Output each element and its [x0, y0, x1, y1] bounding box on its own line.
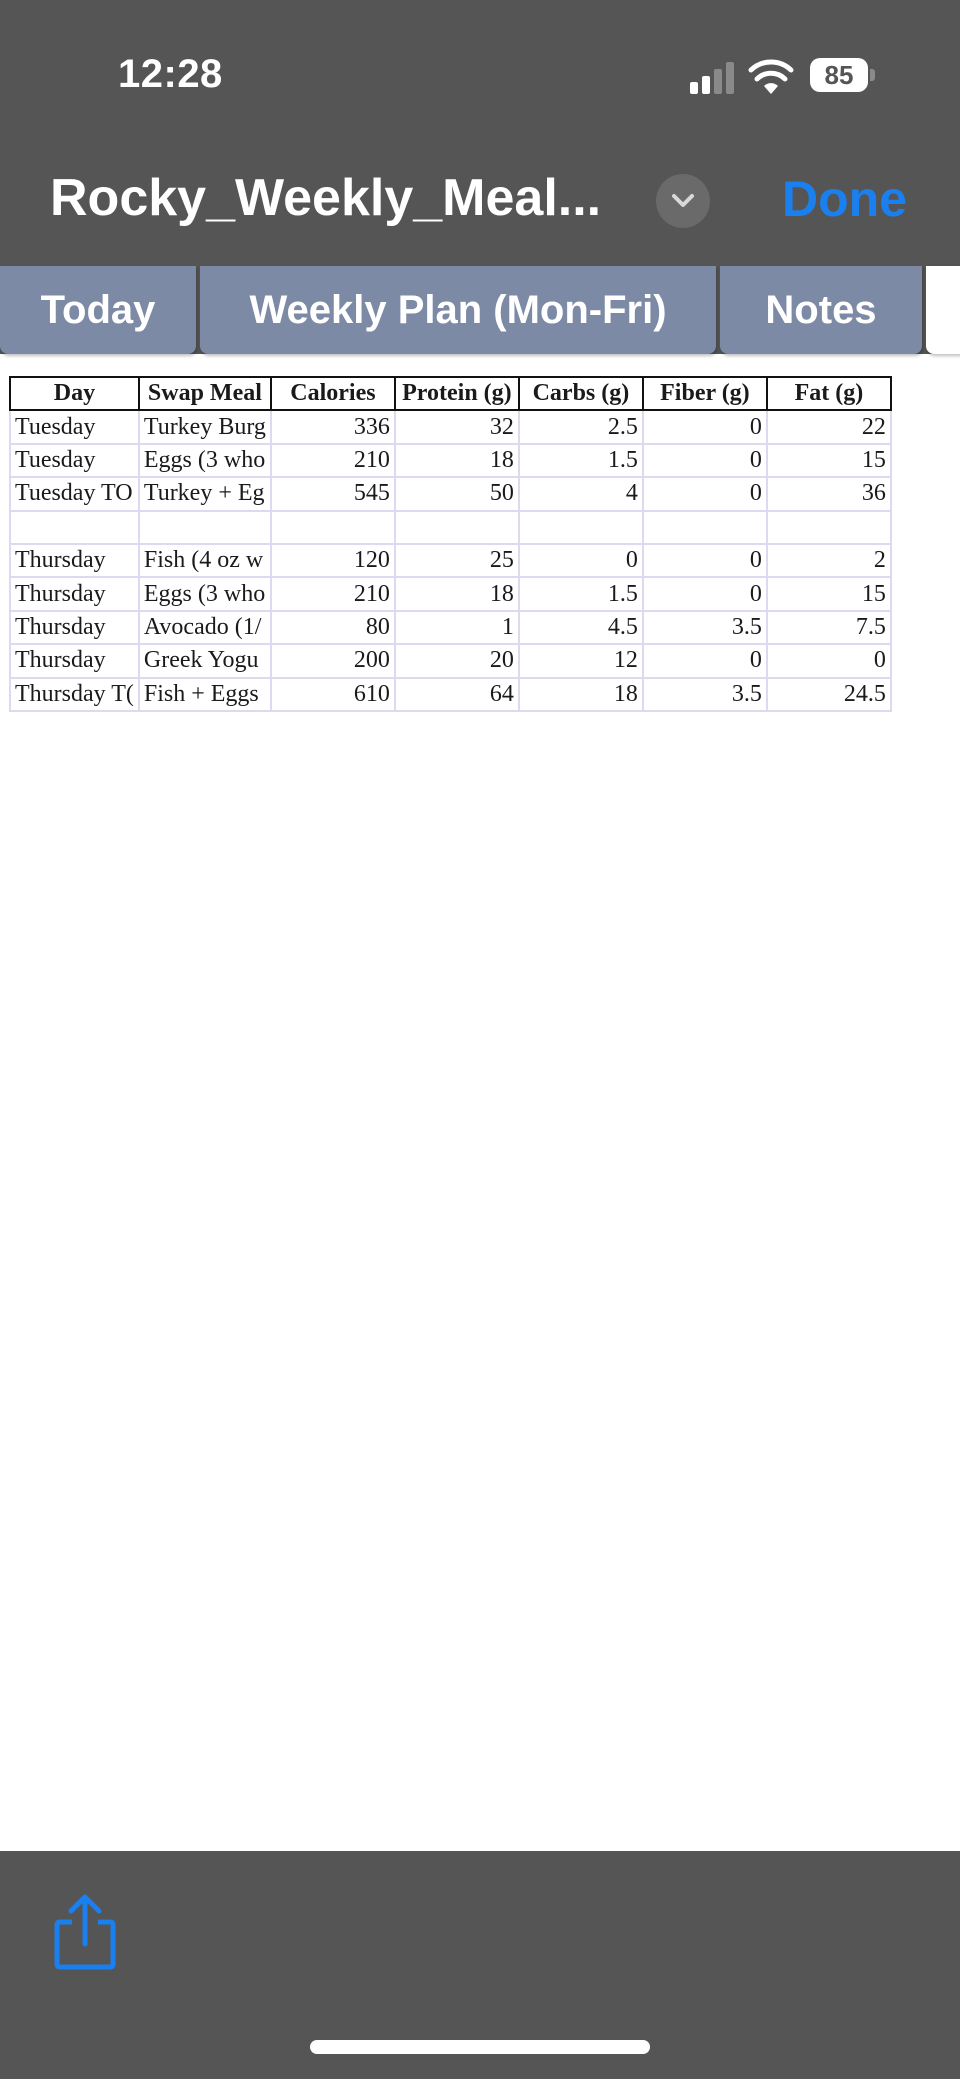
- table-cell[interactable]: 24.5: [767, 678, 891, 711]
- home-indicator: [310, 2040, 650, 2054]
- column-header-fiber[interactable]: Fiber (g): [643, 377, 767, 410]
- table-cell[interactable]: 0: [643, 410, 767, 443]
- table-cell[interactable]: Greek Yogu: [139, 644, 271, 677]
- table-cell[interactable]: 210: [271, 444, 395, 477]
- table-cell[interactable]: Tuesday: [10, 444, 139, 477]
- table-row: [10, 577, 891, 610]
- table-cell[interactable]: [271, 511, 395, 544]
- table-cell[interactable]: Avocado (1/: [139, 611, 271, 644]
- table-cell[interactable]: 50: [395, 477, 519, 510]
- table-cell[interactable]: 25: [395, 544, 519, 577]
- table-cell[interactable]: 64: [395, 678, 519, 711]
- table-cell[interactable]: 7.5: [767, 611, 891, 644]
- cellular-signal-icon: [690, 62, 734, 94]
- tab-weekly-plan[interactable]: Weekly Plan (Mon-Fri): [200, 266, 716, 354]
- table-cell[interactable]: [643, 511, 767, 544]
- table-cell[interactable]: 1.5: [519, 444, 643, 477]
- table-cell[interactable]: [395, 511, 519, 544]
- table-cell[interactable]: Tuesday TO: [10, 477, 139, 510]
- table-cell[interactable]: 0: [643, 444, 767, 477]
- share-icon[interactable]: [50, 1892, 120, 1972]
- battery-indicator: 85: [810, 58, 868, 92]
- table-cell[interactable]: 18: [395, 444, 519, 477]
- table-cell[interactable]: Thursday: [10, 611, 139, 644]
- table-cell[interactable]: [519, 511, 643, 544]
- chevron-down-icon: [671, 192, 695, 210]
- tab-next-partial[interactable]: [926, 266, 960, 354]
- table-cell[interactable]: 3.5: [643, 678, 767, 711]
- tab-today[interactable]: Today: [0, 266, 196, 354]
- table-cell[interactable]: 36: [767, 477, 891, 510]
- table-cell[interactable]: 18: [395, 577, 519, 610]
- table-cell[interactable]: 336: [271, 410, 395, 443]
- table-cell[interactable]: Turkey Burg: [139, 410, 271, 443]
- table-cell[interactable]: 4.5: [519, 611, 643, 644]
- table-cell[interactable]: Thursday: [10, 644, 139, 677]
- table-cell[interactable]: 2.5: [519, 410, 643, 443]
- table-cell[interactable]: 0: [643, 644, 767, 677]
- column-header-swap-meal[interactable]: Swap Meal: [139, 377, 271, 410]
- column-header-fat[interactable]: Fat (g): [767, 377, 891, 410]
- table-cell[interactable]: Eggs (3 who: [139, 577, 271, 610]
- battery-cap: [870, 69, 875, 81]
- document-title[interactable]: Rocky_Weekly_Meal...: [50, 169, 602, 227]
- table-cell[interactable]: 1.5: [519, 577, 643, 610]
- table-cell[interactable]: 0: [767, 644, 891, 677]
- table-cell[interactable]: [10, 511, 139, 544]
- tab-notes[interactable]: Notes: [720, 266, 922, 354]
- table-cell[interactable]: 32: [395, 410, 519, 443]
- table-cell[interactable]: Fish + Eggs: [139, 678, 271, 711]
- table-row: [10, 477, 891, 510]
- top-bar: [0, 0, 960, 266]
- table-cell[interactable]: 4: [519, 477, 643, 510]
- sheet-tabs: [0, 266, 960, 354]
- table-cell[interactable]: 2: [767, 544, 891, 577]
- table-row: [10, 511, 891, 544]
- table-cell[interactable]: 0: [519, 544, 643, 577]
- table-row: [10, 544, 891, 577]
- table-cell[interactable]: Thursday T(: [10, 678, 139, 711]
- table-cell[interactable]: Turkey + Eg: [139, 477, 271, 510]
- table-cell[interactable]: 18: [519, 678, 643, 711]
- table-cell[interactable]: 80: [271, 611, 395, 644]
- table-cell[interactable]: 1: [395, 611, 519, 644]
- column-header-day[interactable]: Day: [10, 377, 139, 410]
- table-cell[interactable]: 120: [271, 544, 395, 577]
- table-cell[interactable]: [139, 511, 271, 544]
- table-cell[interactable]: 545: [271, 477, 395, 510]
- table-cell[interactable]: 12: [519, 644, 643, 677]
- table-row: [10, 444, 891, 477]
- table-cell[interactable]: Tuesday: [10, 410, 139, 443]
- table-cell[interactable]: 15: [767, 577, 891, 610]
- column-header-carbs[interactable]: Carbs (g): [519, 377, 643, 410]
- table-cell[interactable]: 210: [271, 577, 395, 610]
- done-button[interactable]: Done: [782, 171, 907, 227]
- table-cell[interactable]: Thursday: [10, 544, 139, 577]
- table-cell[interactable]: 0: [643, 477, 767, 510]
- table-cell[interactable]: 20: [395, 644, 519, 677]
- table-row: [10, 644, 891, 677]
- table-row: [10, 410, 891, 443]
- table-cell[interactable]: Thursday: [10, 577, 139, 610]
- table-row: [10, 678, 891, 711]
- table-cell[interactable]: 610: [271, 678, 395, 711]
- title-menu-button[interactable]: [656, 174, 710, 228]
- table-cell[interactable]: 22: [767, 410, 891, 443]
- table-row: [10, 611, 891, 644]
- table-cell[interactable]: Eggs (3 who: [139, 444, 271, 477]
- column-header-calories[interactable]: Calories: [271, 377, 395, 410]
- table-cell[interactable]: 0: [643, 577, 767, 610]
- table-cell[interactable]: 200: [271, 644, 395, 677]
- table-cell[interactable]: 0: [643, 544, 767, 577]
- table-cell[interactable]: [767, 511, 891, 544]
- wifi-icon: [748, 58, 794, 96]
- spreadsheet-table: [9, 376, 892, 712]
- table-cell[interactable]: Fish (4 oz w: [139, 544, 271, 577]
- table-cell[interactable]: 15: [767, 444, 891, 477]
- status-time: 12:28: [118, 52, 223, 96]
- column-header-protein[interactable]: Protein (g): [395, 377, 519, 410]
- table-cell[interactable]: 3.5: [643, 611, 767, 644]
- header-row: [10, 377, 891, 410]
